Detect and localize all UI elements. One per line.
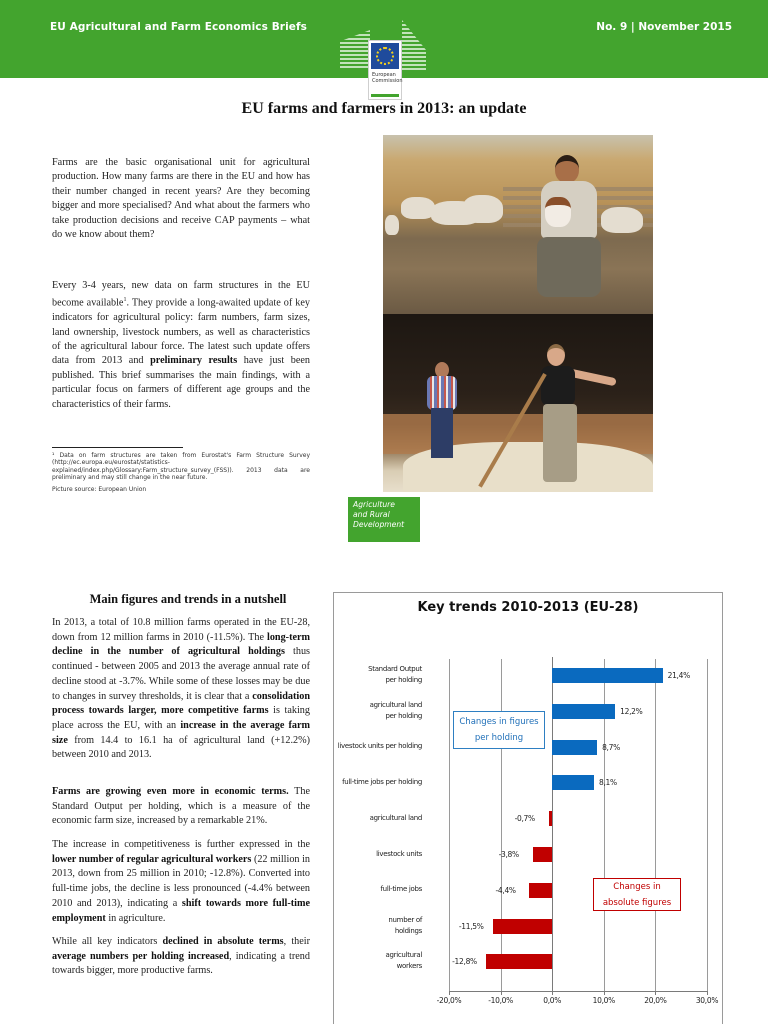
category-label: agricultural land: [369, 813, 422, 822]
x-axis: [449, 991, 707, 992]
intro-paragraph-1: Farms are the basic organisational unit for agricultural production. How many farms are there in the EU and how has their number changed in recent years? Are they becoming bigger and more specialised? And what about the farmers who take production decisions and receive CAP payments – what do we know about them?: [52, 157, 310, 241]
farmer: [533, 155, 603, 305]
logo-bar: [371, 94, 399, 97]
x-tick-label: -20,0%: [436, 996, 462, 1005]
gridline: [501, 659, 502, 991]
eu-flag-icon: [371, 43, 399, 69]
bar-value-label: -0,7%: [514, 814, 535, 824]
category-label: full-time jobs: [380, 885, 422, 894]
series-title: EU Agricultural and Farm Economics Briefs: [50, 21, 308, 33]
bar: [549, 811, 553, 826]
farmer-woman: [535, 344, 595, 484]
category-label: agricultural workers: [385, 951, 422, 971]
bar-value-label: -12,8%: [452, 957, 477, 967]
sheep: [401, 197, 435, 219]
eu-stars-icon: [376, 47, 394, 65]
x-tick-label: 10,0%: [592, 996, 615, 1005]
logo-text: European Commission: [372, 72, 403, 84]
gridline: [655, 659, 656, 991]
bar: [552, 740, 597, 755]
european-commission-logo: [340, 18, 432, 100]
callout-per-holding: Changes in figures per holding: [453, 711, 545, 749]
x-tick-label: 30,0%: [695, 996, 719, 1005]
callout-absolute: Changes in absolute figures: [593, 878, 681, 911]
bar: [552, 668, 662, 683]
gridline: [707, 659, 708, 991]
x-tick-label: 0,0%: [543, 996, 562, 1005]
category-label: number of holdings: [388, 915, 422, 935]
x-tick-label: -10,0%: [488, 996, 513, 1005]
gridline: [449, 659, 450, 991]
logo-card: [368, 40, 402, 100]
chart-plot-area: [334, 593, 722, 1024]
category-label: agricultural land per holding: [369, 700, 422, 720]
section-paragraph-3: The increase in competitiveness is further expressed in the lower number of regular agricultural workers (22 million in 2013, down from 25 million in 2010; -12.8%). Converted into full-time jobs, the decline is less pronounced (-4.4% between 2010 and 2013), indicating a shift towards more full-time employment in agriculture.: [52, 839, 310, 924]
bar-value-label: 8,1%: [598, 778, 617, 788]
category-label: full-time jobs per holding: [342, 777, 422, 786]
agriculture-rural-development-badge: Agriculture and Rural Development: [348, 497, 420, 542]
section-paragraph-4: While all key indicators declined in absolute terms, their average numbers per holding increased, indicating a trend towards bigger, more productive farms.: [52, 936, 310, 977]
bar: [486, 954, 552, 969]
x-tick: [707, 991, 708, 995]
bar-value-label: -3,8%: [498, 850, 519, 859]
sheep: [601, 207, 643, 233]
chart-title: Key trends 2010-2013 (EU-28): [417, 600, 639, 615]
footnote: ¹ Data on farm structures are taken from Eurostat's Farm Structure Survey (http://ec.europa.eu/eurostat/statistics-explained/index.php/Glossary:Farm_structure_survey_(FSS)). 2013 data are preliminary and may still change in the near future.: [52, 452, 310, 482]
section-title: Main figures and trends in a nutshell: [89, 592, 287, 606]
picture-source: Picture source: European Union: [52, 486, 147, 493]
berlaymont-building-icon: [340, 30, 370, 68]
section-paragraph-2: Farms are growing even more in economic terms. The Standard Output per holding, which is a measure of the economic farm size, increased by a remarkable 21%.: [52, 786, 310, 827]
key-trends-chart: [333, 592, 723, 1024]
footnote-divider: [52, 447, 183, 448]
bar-value-label: 12,2%: [620, 706, 643, 716]
bar-value-label: 8,7%: [602, 742, 620, 752]
category-label: livestock units: [376, 849, 422, 858]
sheep: [385, 215, 399, 235]
category-label: Standard Output per holding: [368, 665, 422, 684]
photo-shepherd-with-goat: [383, 135, 653, 314]
section-paragraph-1: In 2013, a total of 10.8 million farms operated in the EU-28, down from 12 million farms in 2010 (-11.5%). The long-term decline in the number of agricultural holdings thus continued - between 2005 and 2013 the average annual rate of decline stood at -3.7%. While some of these losses may be due to changes in survey thresholds, it is clear that a consolidation process towards larger, more competitive farms is taking place across the EU, with an increase in the average farm size from 14.4 to 16.1 ha of agricultural land (+12.2%) between 2010 and 2013.: [52, 617, 311, 761]
issue-info: No. 9 | November 2015: [596, 21, 732, 33]
farmer-older: [425, 362, 459, 462]
bar-value-label: 21,4%: [667, 671, 690, 680]
x-tick-label: 20,0%: [644, 996, 667, 1005]
intro-paragraph-2: Every 3-4 years, new data on farm structures in the EU become available$^1$. They provide a long-awaited update of key indicators for agricultural policy: farm numbers, farm sizes, land ownership, livestock numbers, as well as characteristics of the agricultural labour force. The latest such update offers data from 2013 and preliminary results have just been published. This brief summarises the main findings, with a particular focus on farmers of different age groups and the characteristics of their farms.: [52, 280, 310, 410]
bar-value-label: -11,5%: [458, 921, 484, 931]
sheep: [463, 195, 503, 223]
page-title: EU farms and farmers in 2013: an update: [241, 100, 527, 117]
footnote-ref[interactable]: 1: [123, 297, 127, 304]
bar: [552, 704, 615, 719]
bar-value-label: -4,4%: [495, 885, 516, 895]
bar: [552, 775, 594, 790]
bar: [493, 919, 552, 934]
bar: [533, 847, 553, 862]
photo-grain-barn: [383, 314, 653, 492]
bar: [529, 883, 552, 898]
berlaymont-building-icon: [402, 20, 426, 70]
category-label: livestock units per holding: [337, 742, 422, 751]
